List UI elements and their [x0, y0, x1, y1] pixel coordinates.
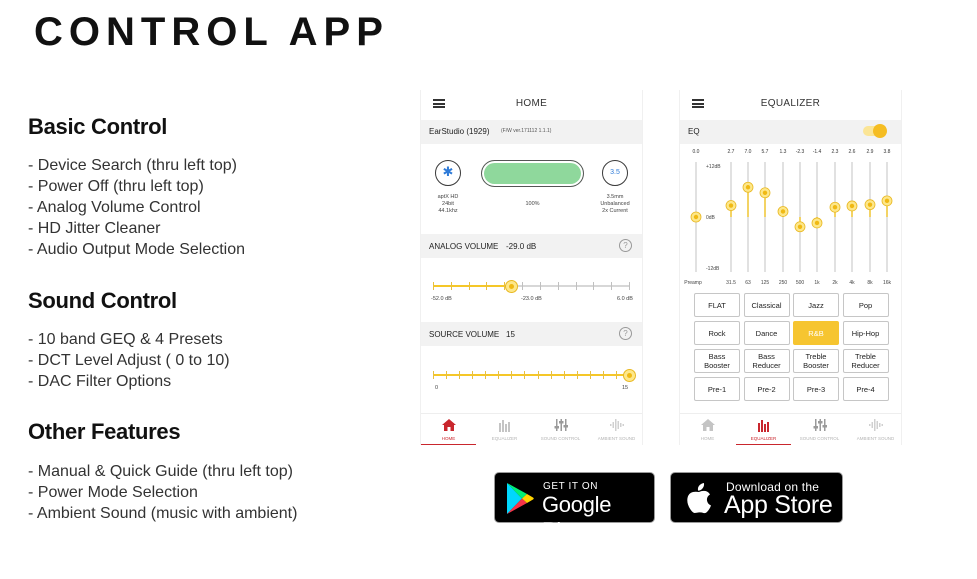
eq-toggle[interactable]	[863, 126, 885, 136]
home-icon	[441, 418, 457, 432]
list-item: - DAC Filter Options	[28, 373, 172, 390]
nav-label: EQUALIZER	[750, 436, 777, 441]
home-screen	[420, 90, 643, 445]
output-mode-button[interactable]: 3.5	[602, 160, 628, 186]
bluetooth-icon: ✱	[442, 165, 454, 180]
nav-label: HOME	[700, 436, 715, 441]
nav-equalizer[interactable]	[736, 414, 791, 445]
eq-band-name: 500	[795, 280, 805, 286]
apple-badge-small-text: Download on the	[726, 480, 820, 494]
preset-button[interactable]: Classical	[744, 293, 790, 317]
analog-max-label: 6.0 dB	[617, 296, 633, 302]
eq-band-name: 1k	[814, 280, 820, 286]
eq-scale-label: -12dB	[706, 266, 720, 272]
slider-tick	[459, 371, 460, 379]
basic-control-list	[28, 155, 245, 260]
slider-tick	[469, 282, 470, 290]
eq-band-value: 2.7	[727, 149, 735, 155]
analog-mid-label: -23.0 dB	[521, 296, 542, 302]
slider-tick	[498, 371, 499, 379]
page-title: CONTROL APP	[34, 10, 389, 54]
source-max-label: 15	[622, 385, 629, 391]
nav-ambient-sound[interactable]	[589, 414, 643, 445]
eq-band-name: 63	[745, 280, 751, 286]
slider-tick	[593, 282, 594, 290]
eq-band-thumb-dot	[868, 202, 872, 206]
eq-band-thumb-dot	[798, 225, 802, 229]
preset-button[interactable]: Pre-1	[694, 377, 740, 401]
eq-band-value: 2.9	[866, 149, 874, 155]
eq-band-thumb-dot	[763, 191, 767, 195]
source-volume-label: SOURCE VOLUME	[429, 330, 500, 339]
slider-tick	[451, 282, 452, 290]
analog-volume-value: -29.0 dB	[506, 242, 537, 251]
slider-tick	[486, 282, 487, 290]
eq-topbar	[680, 90, 901, 118]
eq-band-name: 16k	[882, 280, 892, 286]
eq-band-thumb-dot	[850, 204, 854, 208]
slider-fill	[433, 374, 629, 376]
help-icon[interactable]	[619, 327, 632, 340]
preset-button[interactable]: Treble Reducer	[843, 349, 889, 373]
source-volume-bar	[421, 322, 642, 346]
eq-band-value: -1.4	[812, 149, 822, 155]
slider-tick	[551, 371, 552, 379]
slider-tick	[611, 282, 612, 290]
google-badge-small-text: GET IT ON	[543, 481, 599, 492]
nav-label: HOME	[441, 436, 456, 441]
screen-title: HOME	[515, 98, 548, 109]
preset-button[interactable]: Rock	[694, 321, 740, 345]
eq-band-value: 1.3	[779, 149, 787, 155]
equalizer-icon	[497, 418, 513, 432]
eq-header	[680, 120, 901, 144]
preset-button[interactable]: Hip-Hop	[843, 321, 889, 345]
eq-band-value: 5.7	[761, 149, 769, 155]
slider-tick	[524, 371, 525, 379]
analog-volume-slider[interactable]	[433, 278, 629, 294]
slider-thumb[interactable]	[623, 369, 636, 382]
other-features-list	[28, 461, 297, 524]
power-button[interactable]	[481, 160, 584, 187]
list-item: - Audio Output Mode Selection	[28, 241, 246, 258]
eq-scale-label: 0dB	[706, 215, 715, 221]
list-item: - Ambient Sound (music with ambient)	[28, 505, 298, 522]
list-item: - DCT Level Adjust ( 0 to 10)	[28, 352, 230, 369]
preset-button[interactable]: FLAT	[694, 293, 740, 317]
eq-band-name: 8k	[867, 280, 873, 286]
eq-band-name: 125	[760, 280, 770, 286]
sound-control-list	[28, 329, 230, 392]
eq-scale-label: +12dB	[706, 164, 721, 170]
sound-control-icon	[812, 418, 828, 432]
bottom-nav	[680, 413, 901, 445]
sound-control-icon	[553, 418, 569, 432]
eq-band-name: 31.5	[726, 280, 736, 286]
nav-label: AMBIENT SOUND	[597, 436, 636, 441]
analog-volume-label: ANALOG VOLUME	[429, 242, 499, 251]
slider-tick	[446, 371, 447, 379]
power-percent: 100%	[525, 201, 540, 207]
eq-label: EQ	[688, 127, 700, 136]
slider-tick	[558, 282, 559, 290]
home-topbar	[421, 90, 642, 118]
slider-tick	[564, 371, 565, 379]
nav-label: SOUND CONTROL	[799, 436, 840, 441]
analog-min-label: -52.0 dB	[431, 296, 452, 302]
help-icon[interactable]	[619, 239, 632, 252]
section-title-other-features: Other Features	[28, 419, 181, 444]
eq-band-thumb-dot	[833, 205, 837, 209]
equalizer-icon	[756, 418, 772, 432]
preset-button[interactable]: Pre-2	[744, 377, 790, 401]
slider-tick	[590, 371, 591, 379]
list-item: - HD Jitter Cleaner	[28, 220, 161, 237]
slider-tick	[522, 282, 523, 290]
eq-sliders	[680, 144, 902, 290]
app-store-badge[interactable]	[670, 472, 843, 523]
list-item: - Power Mode Selection	[28, 484, 198, 501]
list-item: - Analog Volume Control	[28, 199, 201, 216]
ambient-sound-icon	[609, 418, 625, 432]
device-bar[interactable]	[421, 120, 642, 144]
slider-tick	[540, 282, 541, 290]
list-item: - Power Off (thru left top)	[28, 178, 204, 195]
slider-tick	[603, 371, 604, 379]
preset-button[interactable]: Pop	[843, 293, 889, 317]
slider-tick	[576, 282, 577, 290]
nav-home[interactable]	[421, 414, 476, 445]
slider-tick	[485, 371, 486, 379]
eq-band-thumb-dot	[729, 203, 733, 207]
bottom-nav	[421, 413, 642, 445]
slider-thumb[interactable]	[505, 280, 518, 293]
google-play-icon	[505, 482, 535, 515]
eq-band-thumb-dot	[694, 215, 698, 219]
nav-sound-control[interactable]	[792, 414, 847, 445]
list-item: - Manual & Quick Guide (thru left top)	[28, 463, 293, 480]
preset-button[interactable]: Pre-4	[843, 377, 889, 401]
eq-band-value: 2.6	[848, 149, 856, 155]
output-mode-info: 3.5mm Unbalanced 2x Current	[600, 194, 630, 214]
nav-sound-control[interactable]	[533, 414, 588, 445]
slider-tick	[629, 282, 630, 290]
firmware-version: (F/W ver.171112 1.1.1)	[501, 128, 552, 134]
slider-tick	[511, 371, 512, 379]
slider-tick	[472, 371, 473, 379]
eq-band-thumb-dot	[885, 199, 889, 203]
preset-button[interactable]: Bass Reducer	[744, 349, 790, 373]
analog-volume-bar	[421, 234, 642, 258]
nav-label: SOUND CONTROL	[540, 436, 581, 441]
preset-button[interactable]: Treble Booster	[793, 349, 839, 373]
preset-button[interactable]: Pre-3	[793, 377, 839, 401]
ambient-sound-icon	[868, 418, 884, 432]
apple-badge-large-text: App Store	[724, 491, 833, 519]
google-badge-large-text: Google Play	[542, 492, 612, 543]
eq-band-value: 3.8	[883, 149, 891, 155]
nav-equalizer[interactable]	[477, 414, 532, 445]
nav-home[interactable]	[680, 414, 735, 445]
nav-label: EQUALIZER	[491, 436, 518, 441]
home-icon	[700, 418, 716, 432]
eq-band-thumb-dot	[781, 209, 785, 213]
eq-band-value: 7.0	[744, 149, 752, 155]
preset-button[interactable]: Jazz	[793, 293, 839, 317]
codec-button[interactable]	[435, 160, 461, 186]
slider-tick	[433, 282, 434, 290]
nav-ambient-sound[interactable]	[848, 414, 902, 445]
apple-icon	[685, 481, 713, 514]
eq-band-thumb-dot	[746, 185, 750, 189]
eq-band-value: 2.3	[831, 149, 839, 155]
eq-band-name: 2k	[832, 280, 838, 286]
eq-band-name: 250	[778, 280, 788, 286]
slider-fill	[433, 285, 511, 287]
slider-tick	[433, 371, 434, 379]
source-min-label: 0	[435, 385, 439, 391]
eq-band-name: 4k	[849, 280, 855, 286]
google-play-badge[interactable]	[494, 472, 655, 543]
preset-button[interactable]: Dance	[744, 321, 790, 345]
eq-band-thumb-dot	[815, 221, 819, 225]
section-title-basic-control: Basic Control	[28, 114, 168, 139]
preset-button[interactable]: Bass Booster	[694, 349, 740, 373]
slider-tick	[577, 371, 578, 379]
eq-band-value: -2.3	[795, 149, 805, 155]
preset-button[interactable]: R&B	[793, 321, 839, 345]
screen-title: EQUALIZER	[760, 98, 821, 109]
eq-band-name: Preamp	[684, 280, 702, 286]
source-volume-slider[interactable]	[433, 367, 629, 383]
list-item: - 10 band GEQ & 4 Presets	[28, 331, 223, 348]
eq-band-value: 0.0	[692, 149, 700, 155]
codec-info: aptX HD 24bit 44.1khz	[437, 194, 459, 214]
section-title-sound-control: Sound Control	[28, 288, 177, 313]
slider-tick	[616, 371, 617, 379]
nav-label: AMBIENT SOUND	[856, 436, 895, 441]
equalizer-screen	[679, 90, 902, 445]
list-item: - Device Search (thru left top)	[28, 157, 237, 174]
slider-tick	[538, 371, 539, 379]
source-volume-value: 15	[506, 330, 515, 339]
device-name: EarStudio (1929)	[429, 127, 490, 136]
